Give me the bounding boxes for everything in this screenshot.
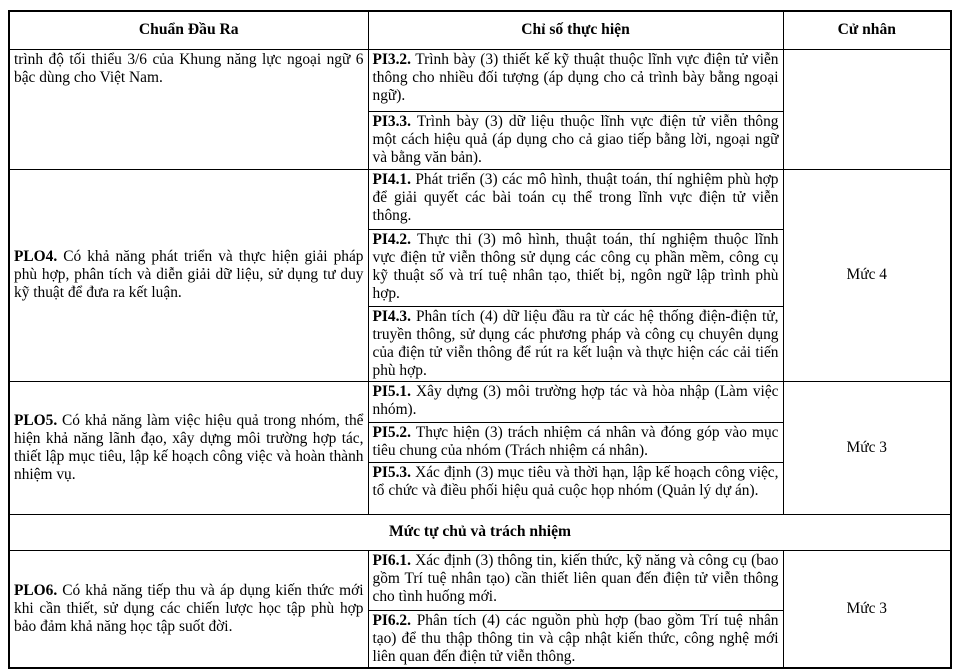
pi4-2-cell [368, 229, 783, 306]
pi-code: PI5.2. [372, 423, 411, 441]
level-cell-plo3 [783, 49, 951, 169]
pi-code: PI3.2. [372, 50, 411, 68]
plo-text: Có khả năng làm việc hiệu quả trong nhóm, thể hiện khả năng lãnh đạo, xây dựng môi trường hợp tác, thiết lập mục tiêu, lập kế hoạch công việc và hoàn thành nhiệm vụ. [14, 411, 364, 483]
pi-text: Xác định (3) thông tin, kiến thức, kỹ năng và công cụ (bao gồm Trí tuệ nhân tạo) cần thiết liên quan đến điện tử viễn thông cho tình huống mới. [372, 551, 779, 605]
column-header-chuan-dau-ra: Chuẩn Đầu Ra [9, 11, 368, 49]
pi5-1-cell [368, 381, 783, 422]
plo6-cell [9, 550, 368, 668]
table-row [9, 169, 951, 229]
table-row [9, 550, 951, 610]
pi-code: PI6.1. [372, 551, 411, 569]
pi-text: Phân tích (4) các nguồn phù hợp (bao gồm Trí tuệ nhân tạo) để thu thập thông tin và cập nhật kiến thức, công nghệ mới liên quan đến điện tử viễn thông. [372, 611, 779, 665]
plo-text: Có khả năng phát triển và thực hiện giải pháp phù hợp, phân tích và diễn giải dữ liệu, sử dụng tư duy kỹ thuật để đưa ra kết luận. [14, 248, 364, 301]
pi-text: Xác định (3) mục tiêu và thời hạn, lập kế hoạch công việc, tổ chức và điều phối hiệu quả cuộc họp nhóm (Quản lý dự án). [372, 463, 779, 499]
plo-code: PLO6. [14, 581, 58, 599]
pi3-3-cell [368, 111, 783, 169]
pi-text: Xây dựng (3) môi trường hợp tác và hòa nhập (Làm việc nhóm). [372, 382, 779, 418]
plo-code: PLO4. [14, 248, 58, 265]
section-title-muc-tu-chu-va-trach-nhiem: Mức tự chủ và trách nhiệm [9, 514, 951, 550]
plo-continuation-cell [9, 49, 368, 169]
pi5-3-cell [368, 462, 783, 514]
level-cell-plo6: Mức 3 [783, 550, 951, 668]
pi3-2-cell [368, 49, 783, 111]
pi-text: Thực thi (3) mô hình, thuật toán, thí nghiệm thuộc lĩnh vực điện tử viễn thông sử dụng các công cụ phần mềm, công cụ kỹ thuật số và trí tuệ nhân tạo, thiết bị, ngôn ngữ lập trình phù hợp. [372, 230, 779, 302]
column-header-cu-nhan: Cử nhân [783, 11, 951, 49]
level-cell-plo4: Mức 4 [783, 169, 951, 381]
pi6-1-cell [368, 550, 783, 610]
pi-text: Trình bày (3) dữ liệu thuộc lĩnh vực điện tử viễn thông một cách hiệu quả (áp dụng cho cả giao tiếp bằng lời, ngoại ngữ và bằng văn bản). [372, 112, 779, 166]
section-row [9, 514, 951, 550]
pi5-2-cell [368, 422, 783, 462]
plo5-cell [9, 381, 368, 514]
pi-code: PI5.3. [372, 463, 411, 481]
pi-code: PI4.1. [372, 170, 411, 188]
pi-code: PI5.1. [372, 382, 411, 400]
table-row [9, 381, 951, 422]
pi-code: PI3.3. [372, 112, 411, 130]
plo-text: trình độ tối thiểu 3/6 của Khung năng lực ngoại ngữ 6 bậc dùng cho Việt Nam. [14, 50, 364, 86]
plo-text: Có khả năng tiếp thu và áp dụng kiến thức mới khi cần thiết, sử dụng các chiến lược học tập phù hợp bảo đảm khả năng học tập suốt đời. [14, 581, 364, 635]
pi-code: PI4.2. [372, 230, 411, 248]
pi-text: Trình bày (3) thiết kế kỹ thuật thuộc lĩnh vực điện tử viễn thông cho nhiều đối tượng (áp dụng cho cả trình bày bằng ngoại ngữ). [372, 50, 779, 104]
plo4-cell [9, 169, 368, 381]
pi6-2-cell [368, 610, 783, 668]
table-row [9, 49, 951, 111]
plo-code: PLO5. [14, 411, 58, 429]
pi-text: Thực hiện (3) trách nhiệm cá nhân và đóng góp vào mục tiêu chung của nhóm (Trách nhiệm cá nhân). [372, 423, 779, 459]
pi-code: PI4.3. [372, 307, 411, 325]
column-header-chi-so-thuc-hien: Chỉ số thực hiện [368, 11, 783, 49]
pi-text: Phân tích (4) dữ liệu đầu ra từ các hệ thống điện-điện tử, truyền thông, sử dụng các phương pháp và công cụ chuyên dụng của điện tử viễn thông để rút ra kết luận và thực hiện các cải tiến phù hợp. [372, 307, 779, 379]
pi-text: Phát triển (3) các mô hình, thuật toán, thí nghiệm phù hợp để giải quyết các bài toán cụ thể trong lĩnh vực điện tử viễn thông. [372, 170, 779, 224]
learning-outcomes-table [8, 10, 952, 669]
pi-code: PI6.2. [372, 611, 411, 629]
header-row [9, 11, 951, 49]
pi4-1-cell [368, 169, 783, 229]
level-cell-plo5: Mức 3 [783, 381, 951, 514]
pi4-3-cell [368, 306, 783, 381]
